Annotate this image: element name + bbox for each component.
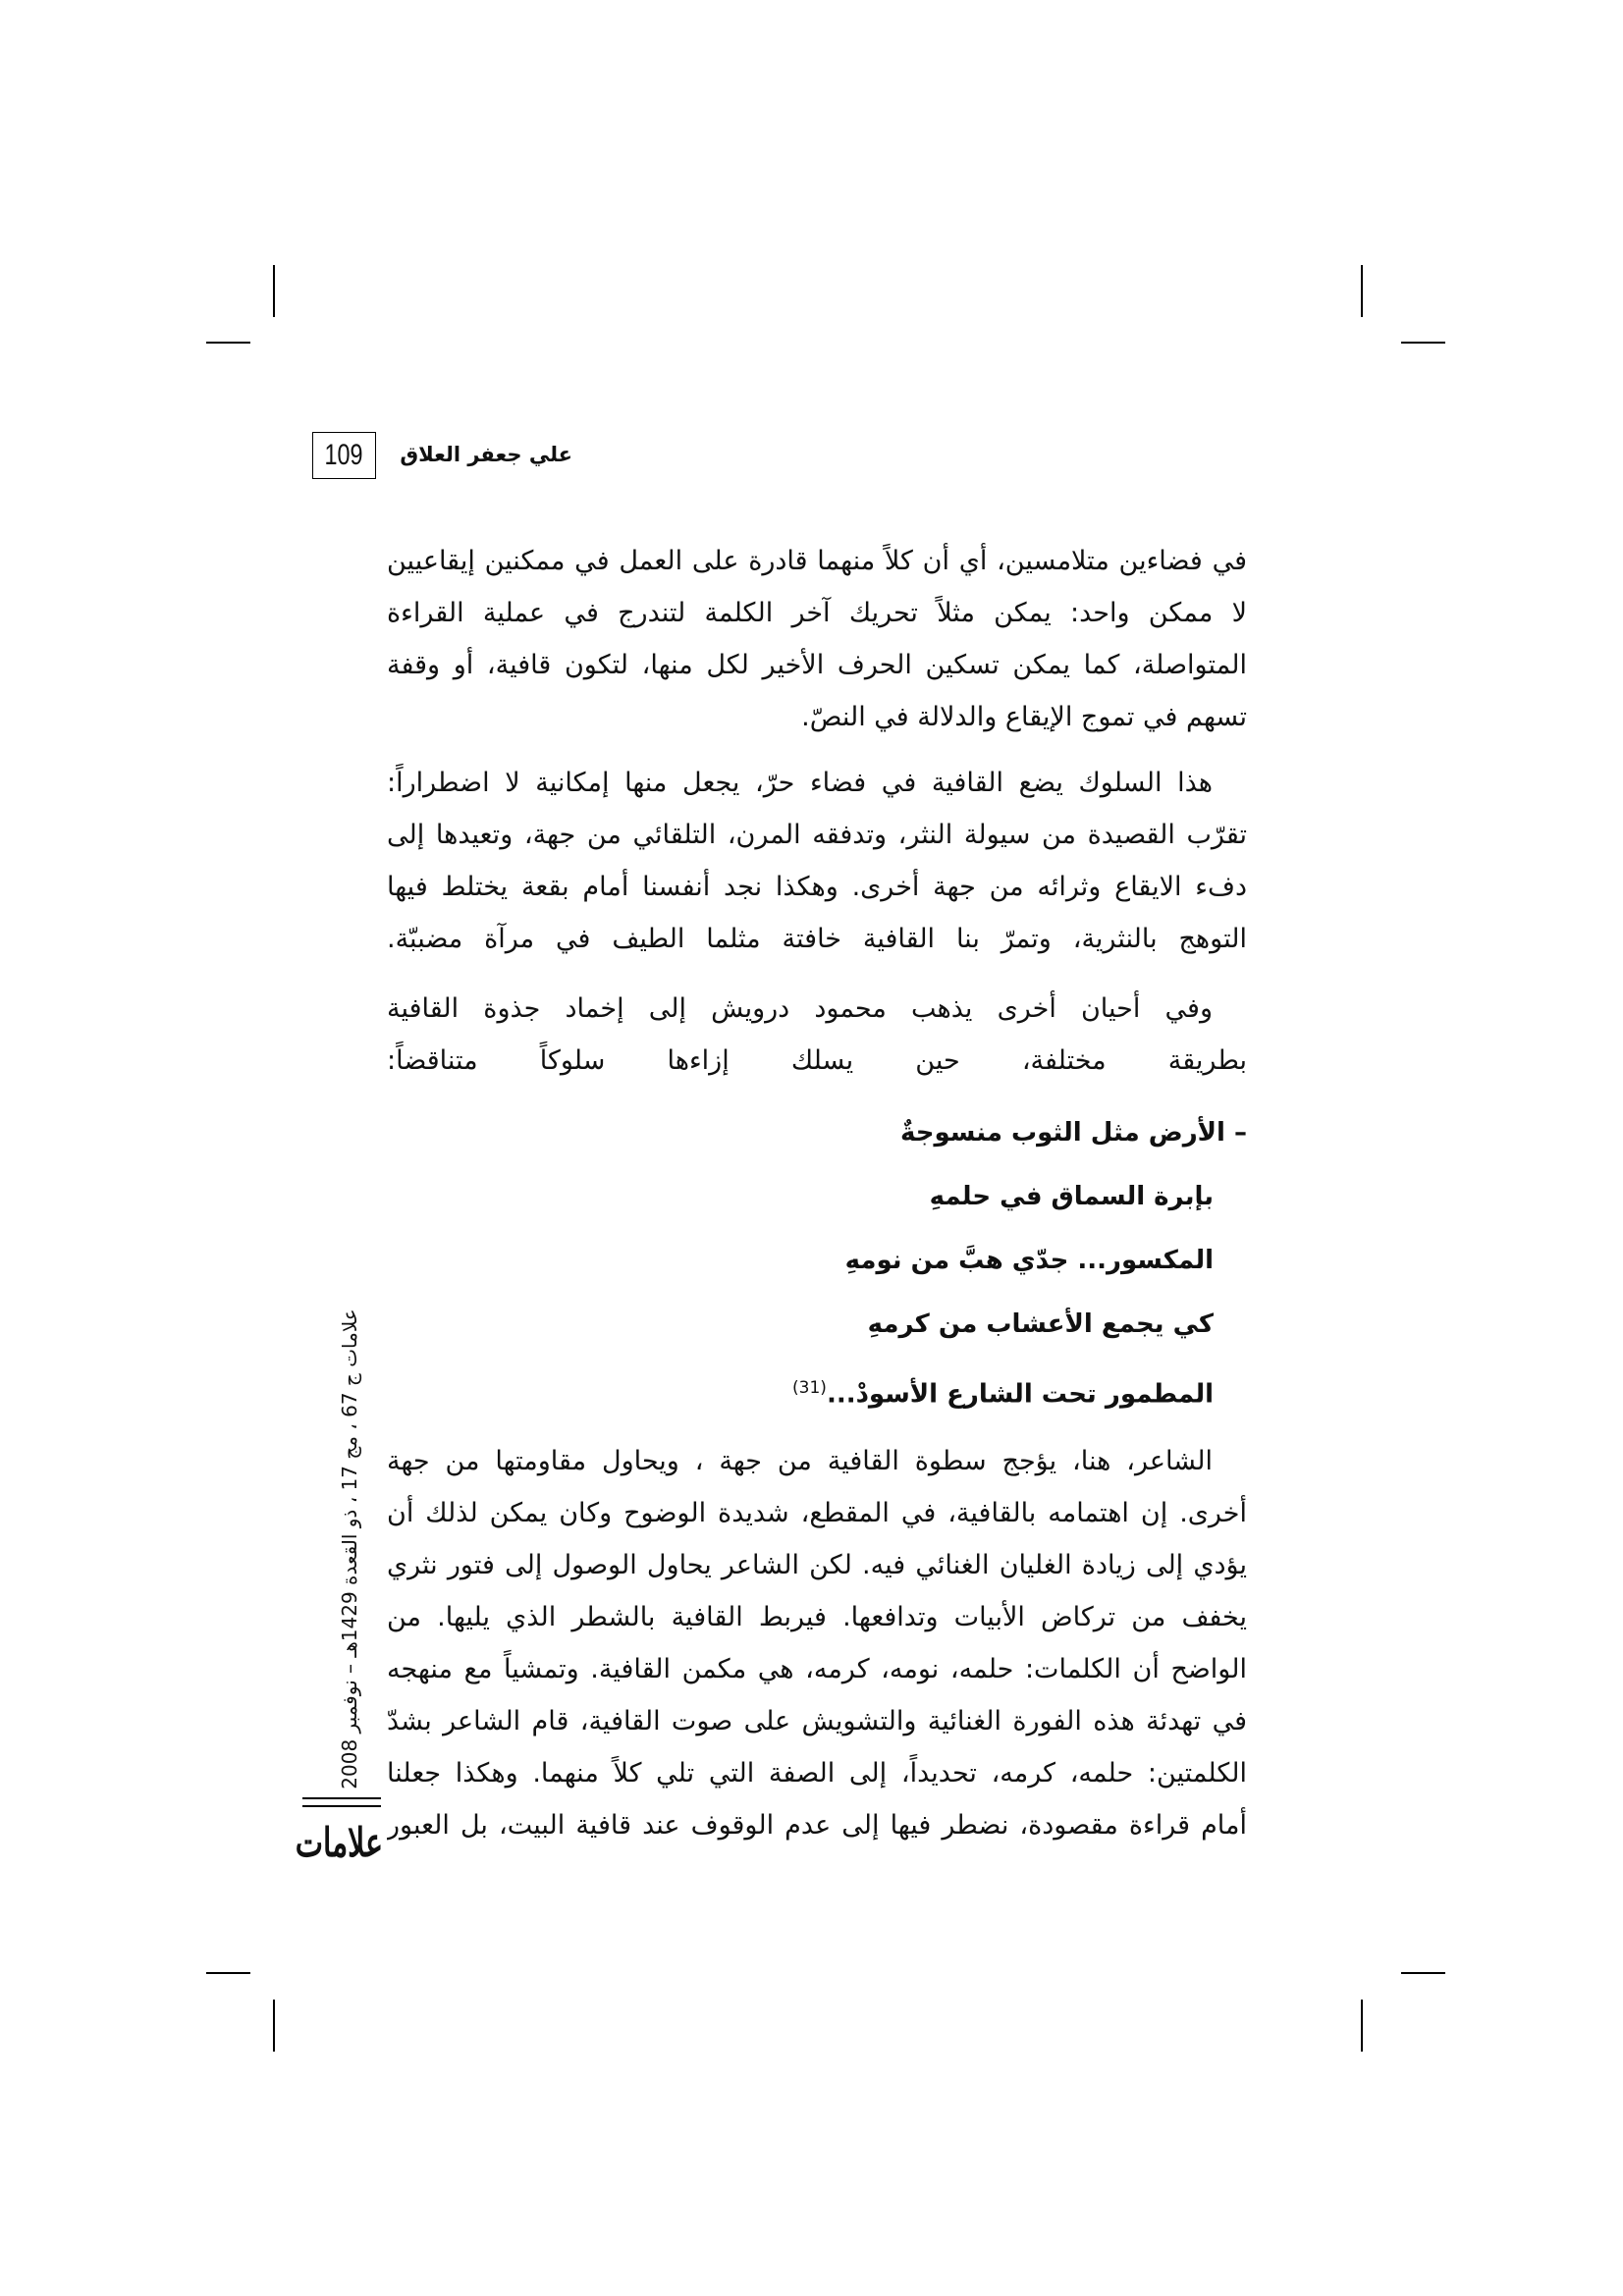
text-line: المتواصلة، كما يمكن تسكين الحرف الأخير لكل منها، لتكون قافية، أو وقفة — [387, 650, 1247, 680]
journal-issue-info: علامات ج 67 ، مج 17 ، ذو القعدة 1429هـ – نوفمبر 2008 — [338, 1308, 361, 1789]
text-line: في تهدئة هذه الفورة الغنائية والتشويش على صوت القافية، قام الشاعر بشدّ — [387, 1706, 1247, 1736]
text-line: يخفف من تركاض الأبيات وتدافعها. فيربط القافية بالشطر الذي يليها. من — [387, 1602, 1247, 1632]
text-line: يؤدي إلى زيادة الغليان الغنائي فيه. لكن الشاعر يحاول الوصول إلى فتور نثري — [387, 1550, 1247, 1580]
text-line: في فضاءين متلامسين، أي أن كلاً منهما قادرة على العمل في ممكنين إيقاعيين — [387, 546, 1247, 576]
text-line: لا ممكن واحد: يمكن مثلاً تحريك آخر الكلمة لتندرج في عملية القراءة — [387, 598, 1247, 628]
text-line: هذا السلوك يضع القافية في فضاء حرّ، يجعل منها إمكانية لا اضطراراً: — [387, 768, 1213, 798]
text-line: الواضح أن الكلمات: حلمه، نومه، كرمه، هي مكمن القافية. وتمشياً مع منهجه — [387, 1654, 1247, 1684]
paragraph-2 — [387, 757, 1247, 965]
crop-mark-bottom-left-vertical — [273, 2000, 275, 2052]
poem-line: كي يجمع الأعشاب من كرمهِ — [867, 1309, 1214, 1339]
page-number-box — [312, 432, 376, 479]
poem-quote — [387, 1101, 1247, 1420]
text-line: تقرّب القصيدة من سيولة النثر، وتدفقه المرن، التلقائي من جهة، وتعيدها إلى — [387, 820, 1247, 850]
divider-line — [302, 1797, 381, 1799]
text-line: الشاعر، هنا، يؤجج سطوة القافية من جهة ، ويحاول مقاومتها من جهة — [387, 1446, 1213, 1476]
crop-mark-top-left-vertical — [273, 265, 275, 317]
paragraph-1 — [387, 535, 1247, 743]
footnote-reference: (31) — [792, 1378, 827, 1398]
journal-logo: علامات — [295, 1820, 383, 1867]
paragraph-4 — [387, 1435, 1247, 1851]
poem-line: بإبرة السماق في حلمهِ — [929, 1182, 1214, 1211]
crop-mark-top-right-vertical — [1361, 265, 1363, 317]
paragraph-3 — [387, 983, 1247, 1087]
crop-mark-top-right-horizontal — [1401, 342, 1445, 344]
poem-line: – الأرض مثل الثوب منسوجةٌ — [899, 1118, 1247, 1148]
crop-mark-bottom-right-horizontal — [1401, 1972, 1445, 1974]
poem-line-text: المطمور تحت الشارع الأسودْ... — [826, 1379, 1214, 1410]
text-line: أخرى. إن اهتمامه بالقافية، في المقطع، شديدة الوضوح وكان يمكن لذلك أن — [387, 1498, 1247, 1528]
crop-mark-bottom-right-vertical — [1361, 2000, 1363, 2052]
text-line: تسهم في تموج الإيقاع والدلالة في النصّ. — [801, 702, 1247, 732]
text-line: التوهج بالنثرية، وتمرّ بنا القافية خافتة مثلما الطيف في مرآة مضببّة. — [387, 924, 1247, 954]
text-line: وفي أحيان أخرى يذهب محمود درويش إلى إخماد جذوة القافية — [387, 993, 1213, 1024]
poem-line: المكسور... جدّي هبَّ من نومهِ — [844, 1246, 1214, 1275]
page-number: 109 — [324, 439, 364, 471]
text-line: دفء الايقاع وثرائه من جهة أخرى. وهكذا نجد أنفسنا أمام بقعة يختلط فيها — [387, 872, 1247, 902]
crop-mark-top-left-horizontal — [206, 342, 250, 344]
text-line: أمام قراءة مقصودة، نضطر فيها إلى عدم الوقوف عند قافية البيت، بل العبور — [387, 1810, 1247, 1841]
running-header-author: علي جعفر العلاق — [400, 443, 572, 466]
text-line: الكلمتين: حلمه، كرمه، تحديداً، إلى الصفة التي تلي كلاً منهما. وهكذا جعلنا — [387, 1758, 1247, 1789]
text-line: بطريقة مختلفة، حين يسلك إزاءها سلوكاً متناقضاً: — [387, 1045, 1247, 1076]
poem-line-last — [387, 1357, 1247, 1420]
crop-mark-bottom-left-horizontal — [206, 1972, 250, 1974]
